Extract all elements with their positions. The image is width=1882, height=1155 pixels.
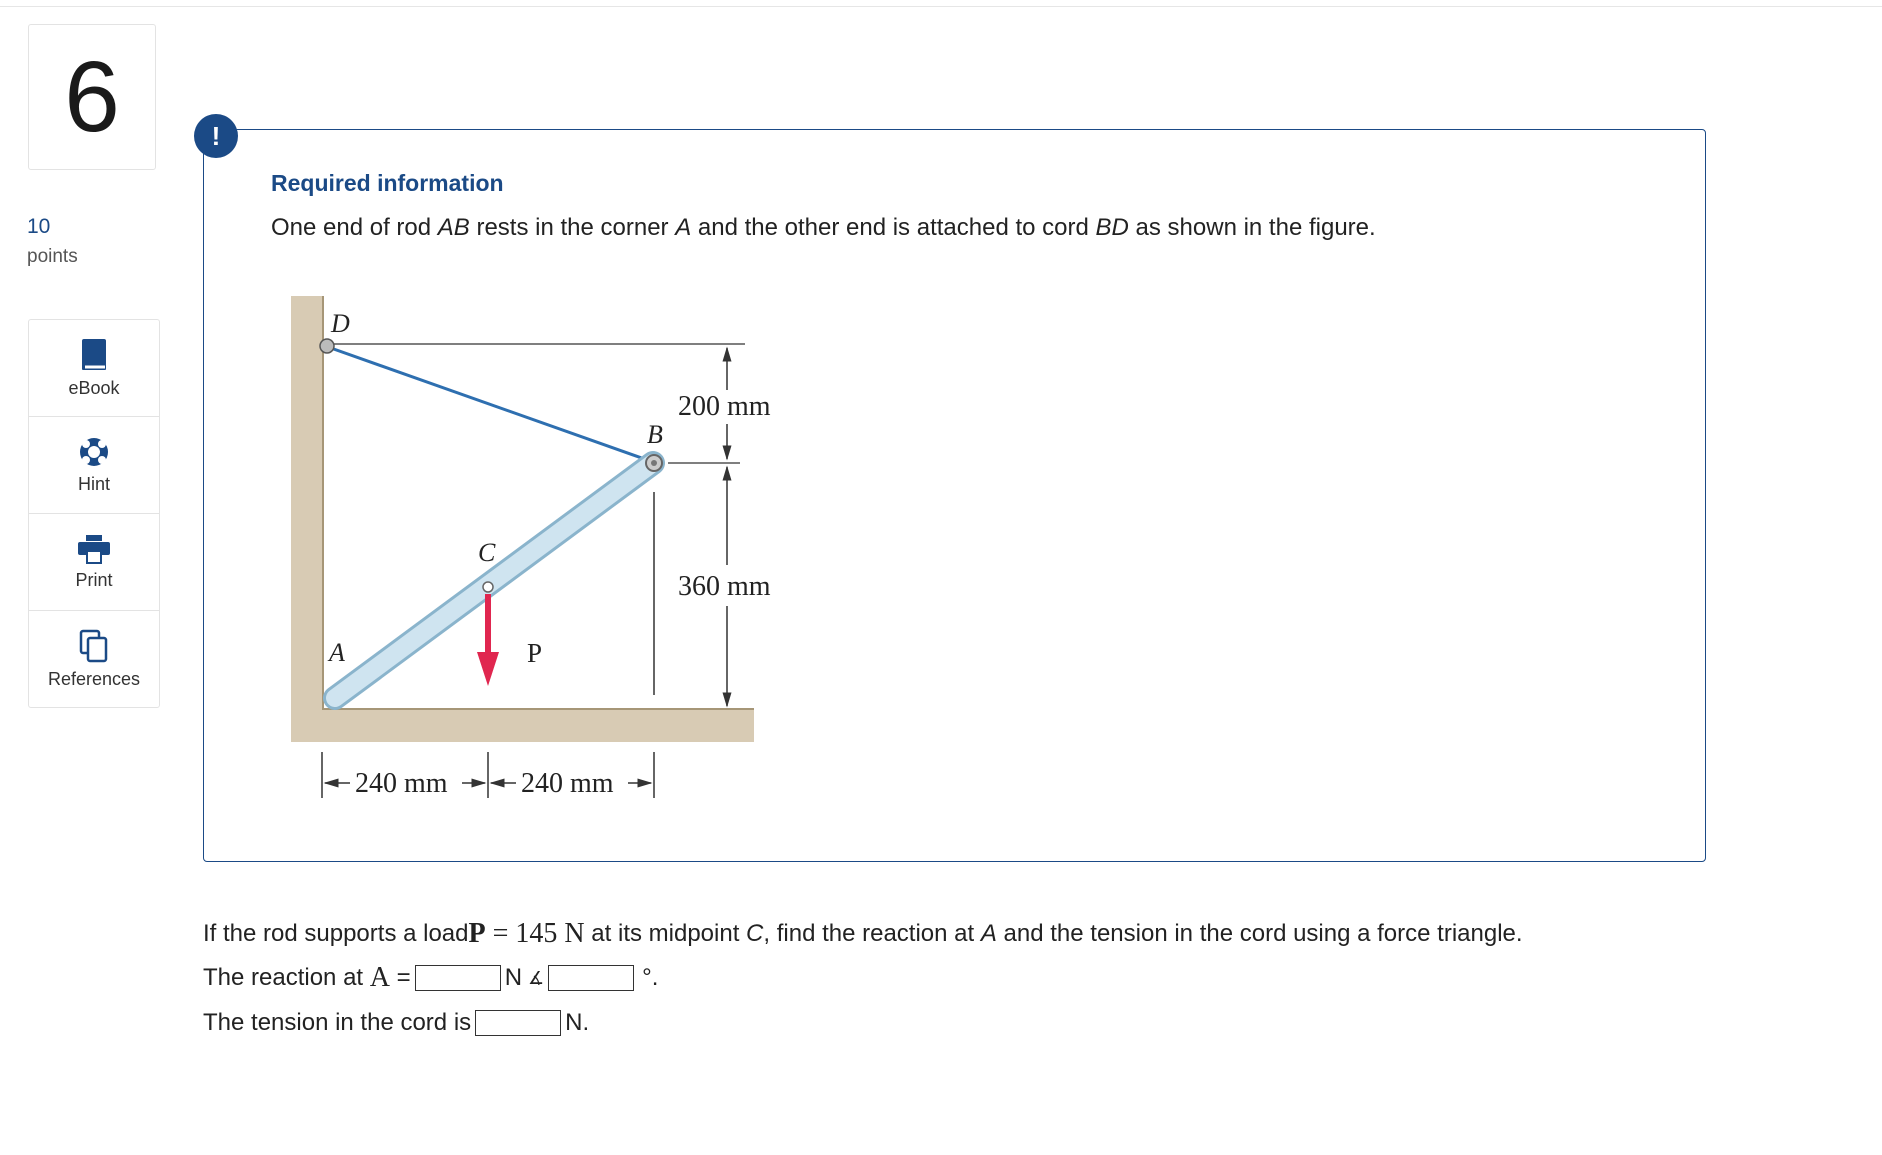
label-c: C: [478, 538, 496, 567]
top-divider: [0, 6, 1882, 7]
print-button[interactable]: [29, 514, 159, 611]
dim-360: 360 mm: [678, 571, 771, 602]
required-information-text: One end of rod AB rests in the corner A and the other end is attached to cord BD as shown in the figure.: [271, 214, 1376, 241]
reaction-angle-input[interactable]: [548, 965, 634, 991]
tools-panel: [28, 319, 160, 708]
dim-240-right: 240 mm: [521, 768, 614, 799]
copy-icon: [79, 629, 109, 663]
print-label: Print: [75, 569, 113, 590]
lifebuoy-icon: [78, 436, 110, 468]
printer-icon: [77, 534, 111, 564]
reaction-answer-line: The reaction at A = N ∡ °.: [203, 962, 659, 993]
label-p: P: [527, 638, 543, 668]
ebook-button[interactable]: [29, 320, 159, 417]
pin-d: [320, 339, 334, 353]
cord-bd: [328, 347, 653, 462]
floor: [291, 710, 754, 742]
label-b: B: [647, 420, 663, 449]
reaction-magnitude-input[interactable]: [415, 965, 501, 991]
rod-cord-figure: [280, 290, 800, 810]
book-icon: [79, 338, 109, 372]
tension-answer-line: The tension in the cord is N.: [203, 1009, 590, 1036]
ebook-label: eBook: [68, 377, 120, 398]
dim-240-left: 240 mm: [355, 768, 448, 799]
vertical-wall: [291, 296, 322, 742]
required-information-title: Required information: [271, 170, 504, 196]
label-d: D: [331, 309, 350, 338]
references-label: References: [47, 668, 141, 689]
points-label: points: [27, 246, 78, 267]
question-number: 6: [28, 24, 156, 170]
label-a: A: [329, 638, 345, 667]
angle-symbol: ∡: [528, 967, 545, 988]
points-value: 10: [27, 215, 51, 238]
problem-statement: If the rod supports a load P = 145 N at its midpoint C , find the reaction at A and the tension in the cord using a force triangle.: [203, 918, 1523, 949]
point-c: [483, 582, 493, 592]
dim-200: 200 mm: [678, 391, 771, 422]
hint-label: Hint: [77, 473, 110, 494]
hint-button[interactable]: [29, 417, 159, 514]
references-button[interactable]: [29, 611, 159, 707]
alert-icon: !: [194, 114, 238, 158]
tension-input[interactable]: [475, 1010, 561, 1036]
